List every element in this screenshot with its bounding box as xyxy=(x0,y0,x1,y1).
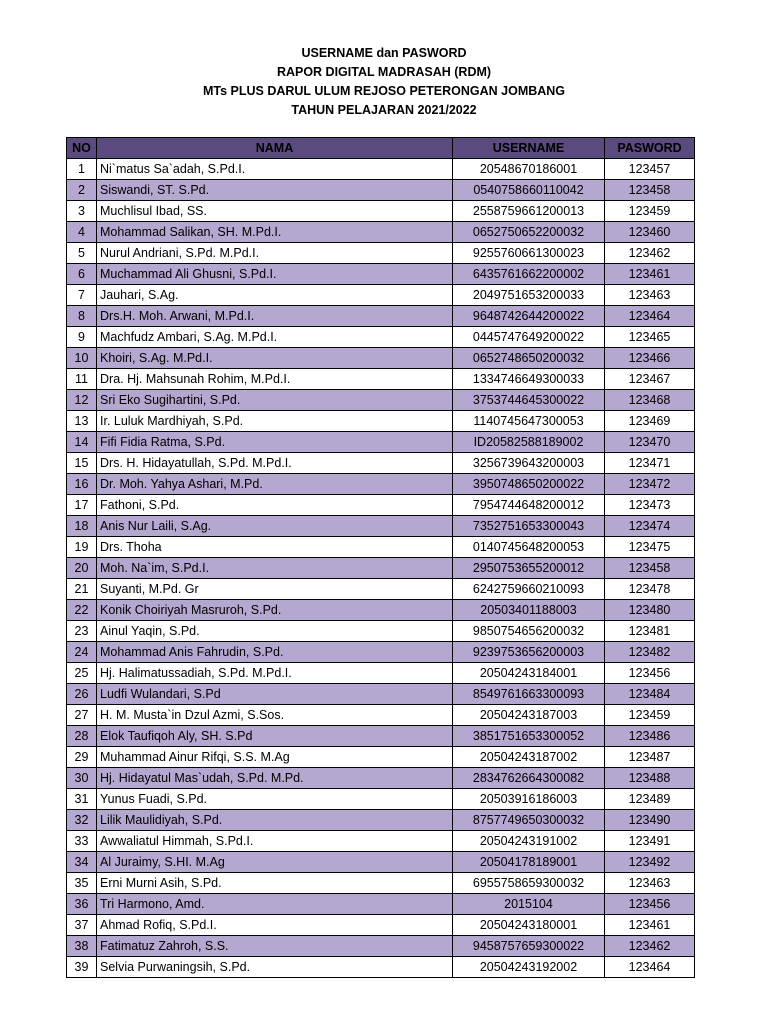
table-row xyxy=(67,663,695,684)
cell-username: 1140745647300053 xyxy=(453,411,605,432)
table-row xyxy=(67,432,695,453)
title-line-3: MTs PLUS DARUL ULUM REJOSO PETERONGAN JOMBANG xyxy=(202,84,566,98)
cell-pasword: 123491 xyxy=(605,831,695,852)
cell-no: 1 xyxy=(67,159,97,180)
cell-pasword: 123466 xyxy=(605,348,695,369)
cell-pasword: 123481 xyxy=(605,621,695,642)
cell-nama: Muchammad Ali Ghusni, S.Pd.I. xyxy=(97,264,453,285)
cell-pasword: 123463 xyxy=(605,285,695,306)
table-row xyxy=(67,243,695,264)
cell-username: 0652748650200032 xyxy=(453,348,605,369)
cell-username: ID20582588189002 xyxy=(453,432,605,453)
table-row xyxy=(67,453,695,474)
cell-username: 0540758660110042 xyxy=(453,180,605,201)
cell-nama: Siswandi, ST. S.Pd. xyxy=(97,180,453,201)
credentials-table xyxy=(66,137,695,978)
table-row xyxy=(67,579,695,600)
cell-nama: Lilik Maulidiyah, S.Pd. xyxy=(97,810,453,831)
table-row xyxy=(67,726,695,747)
cell-pasword: 123467 xyxy=(605,369,695,390)
cell-no: 18 xyxy=(67,516,97,537)
cell-no: 13 xyxy=(67,411,97,432)
cell-pasword: 123464 xyxy=(605,957,695,978)
cell-pasword: 123473 xyxy=(605,495,695,516)
cell-nama: Machfudz Ambari, S.Ag. M.Pd.I. xyxy=(97,327,453,348)
cell-nama: Erni Murni Asih, S.Pd. xyxy=(97,873,453,894)
table-row xyxy=(67,222,695,243)
cell-no: 33 xyxy=(67,831,97,852)
cell-nama: Elok Taufiqoh Aly, SH. S.Pd xyxy=(97,726,453,747)
cell-username: 20504178189001 xyxy=(453,852,605,873)
table-row xyxy=(67,159,695,180)
cell-username: 3256739643200003 xyxy=(453,453,605,474)
cell-nama: Yunus Fuadi, S.Pd. xyxy=(97,789,453,810)
cell-nama: Konik Choiriyah Masruroh, S.Pd. xyxy=(97,600,453,621)
cell-pasword: 123456 xyxy=(605,663,695,684)
table-row xyxy=(67,327,695,348)
cell-pasword: 123478 xyxy=(605,579,695,600)
cell-pasword: 123456 xyxy=(605,894,695,915)
cell-nama: Fatimatuz Zahroh, S.S. xyxy=(97,936,453,957)
table-row xyxy=(67,264,695,285)
cell-username: 20504243191002 xyxy=(453,831,605,852)
cell-nama: Dr. Moh. Yahya Ashari, M.Pd. xyxy=(97,474,453,495)
cell-nama: Drs. H. Hidayatullah, S.Pd. M.Pd.I. xyxy=(97,453,453,474)
cell-pasword: 123462 xyxy=(605,936,695,957)
cell-username: 9648742644200022 xyxy=(453,306,605,327)
cell-pasword: 123457 xyxy=(605,159,695,180)
cell-pasword: 123469 xyxy=(605,411,695,432)
cell-pasword: 123461 xyxy=(605,264,695,285)
cell-nama: Fifi Fidia Ratma, S.Pd. xyxy=(97,432,453,453)
cell-pasword: 123484 xyxy=(605,684,695,705)
table-row xyxy=(67,201,695,222)
table-row xyxy=(67,306,695,327)
column-header-pasword: PASWORD xyxy=(605,138,695,159)
cell-no: 6 xyxy=(67,264,97,285)
cell-no: 19 xyxy=(67,537,97,558)
cell-username: 6435761662200002 xyxy=(453,264,605,285)
cell-pasword: 123461 xyxy=(605,915,695,936)
cell-no: 11 xyxy=(67,369,97,390)
cell-nama: Awwaliatul Himmah, S.Pd.I. xyxy=(97,831,453,852)
cell-no: 34 xyxy=(67,852,97,873)
cell-no: 25 xyxy=(67,663,97,684)
cell-nama: Muchlisul Ibad, SS. xyxy=(97,201,453,222)
cell-no: 8 xyxy=(67,306,97,327)
cell-nama: Moh. Na`im, S.Pd.I. xyxy=(97,558,453,579)
cell-pasword: 123458 xyxy=(605,180,695,201)
cell-username: 0652750652200032 xyxy=(453,222,605,243)
cell-no: 10 xyxy=(67,348,97,369)
cell-pasword: 123489 xyxy=(605,789,695,810)
cell-pasword: 123487 xyxy=(605,747,695,768)
cell-username: 20504243187002 xyxy=(453,747,605,768)
table-body xyxy=(67,159,695,978)
cell-pasword: 123482 xyxy=(605,642,695,663)
cell-username: 7954744648200012 xyxy=(453,495,605,516)
table-row xyxy=(67,369,695,390)
cell-nama: Nurul Andriani, S.Pd. M.Pd.I. xyxy=(97,243,453,264)
cell-no: 35 xyxy=(67,873,97,894)
cell-username: 20504243187003 xyxy=(453,705,605,726)
cell-nama: Drs. Thoha xyxy=(97,537,453,558)
table-row xyxy=(67,768,695,789)
cell-no: 20 xyxy=(67,558,97,579)
cell-no: 4 xyxy=(67,222,97,243)
cell-nama: Al Juraimy, S.HI. M.Ag xyxy=(97,852,453,873)
cell-no: 38 xyxy=(67,936,97,957)
cell-no: 26 xyxy=(67,684,97,705)
cell-nama: Tri Harmono, Amd. xyxy=(97,894,453,915)
cell-nama: Ir. Luluk Mardhiyah, S.Pd. xyxy=(97,411,453,432)
cell-nama: Muhammad Ainur Rifqi, S.S. M.Ag xyxy=(97,747,453,768)
cell-username: 6242759660210093 xyxy=(453,579,605,600)
cell-pasword: 123492 xyxy=(605,852,695,873)
cell-no: 2 xyxy=(67,180,97,201)
table-row xyxy=(67,915,695,936)
cell-no: 5 xyxy=(67,243,97,264)
cell-nama: Ni`matus Sa`adah, S.Pd.I. xyxy=(97,159,453,180)
cell-no: 32 xyxy=(67,810,97,831)
cell-no: 15 xyxy=(67,453,97,474)
column-header-nama: NAMA xyxy=(97,138,453,159)
cell-username: 7352751653300043 xyxy=(453,516,605,537)
cell-username: 20504243180001 xyxy=(453,915,605,936)
cell-username: 20503916186003 xyxy=(453,789,605,810)
column-header-no: NO xyxy=(67,138,97,159)
cell-pasword: 123459 xyxy=(605,201,695,222)
cell-no: 31 xyxy=(67,789,97,810)
cell-username: 9850754656200032 xyxy=(453,621,605,642)
cell-pasword: 123488 xyxy=(605,768,695,789)
cell-nama: Ahmad Rofiq, S.Pd.I. xyxy=(97,915,453,936)
cell-username: 3753744645300022 xyxy=(453,390,605,411)
cell-pasword: 123470 xyxy=(605,432,695,453)
cell-no: 21 xyxy=(67,579,97,600)
cell-username: 20504243192002 xyxy=(453,957,605,978)
cell-nama: Hj. Hidayatul Mas`udah, S.Pd. M.Pd. xyxy=(97,768,453,789)
table-row xyxy=(67,894,695,915)
cell-pasword: 123471 xyxy=(605,453,695,474)
cell-pasword: 123460 xyxy=(605,222,695,243)
cell-username: 2558759661200013 xyxy=(453,201,605,222)
cell-username: 3851751653300052 xyxy=(453,726,605,747)
cell-no: 14 xyxy=(67,432,97,453)
title-line-2: RAPOR DIGITAL MADRASAH (RDM) xyxy=(276,65,492,79)
cell-nama: Dra. Hj. Mahsunah Rohim, M.Pd.I. xyxy=(97,369,453,390)
cell-no: 17 xyxy=(67,495,97,516)
title-line-4: TAHUN PELAJARAN 2021/2022 xyxy=(291,103,477,117)
cell-nama: Jauhari, S.Ag. xyxy=(97,285,453,306)
cell-pasword: 123459 xyxy=(605,705,695,726)
title-line-1: USERNAME dan PASWORD xyxy=(301,46,467,60)
cell-no: 28 xyxy=(67,726,97,747)
cell-pasword: 123463 xyxy=(605,873,695,894)
cell-nama: Sri Eko Sugihartini, S.Pd. xyxy=(97,390,453,411)
cell-nama: Ludfi Wulandari, S.Pd xyxy=(97,684,453,705)
cell-nama: Selvia Purwaningsih, S.Pd. xyxy=(97,957,453,978)
table-row xyxy=(67,474,695,495)
cell-username: 3950748650200022 xyxy=(453,474,605,495)
cell-nama: Ainul Yaqin, S.Pd. xyxy=(97,621,453,642)
cell-pasword: 123490 xyxy=(605,810,695,831)
table-header-row xyxy=(67,138,695,159)
table-row xyxy=(67,180,695,201)
table-row xyxy=(67,831,695,852)
cell-no: 30 xyxy=(67,768,97,789)
cell-nama: Anis Nur Laili, S.Ag. xyxy=(97,516,453,537)
cell-nama: Mohammad Anis Fahrudin, S.Pd. xyxy=(97,642,453,663)
cell-username: 0140745648200053 xyxy=(453,537,605,558)
table-row xyxy=(67,621,695,642)
table-row xyxy=(67,957,695,978)
table-row xyxy=(67,852,695,873)
table-row xyxy=(67,936,695,957)
cell-nama: Mohammad Salikan, SH. M.Pd.I. xyxy=(97,222,453,243)
cell-username: 6955758659300032 xyxy=(453,873,605,894)
cell-no: 16 xyxy=(67,474,97,495)
cell-username: 20503401188003 xyxy=(453,600,605,621)
cell-no: 39 xyxy=(67,957,97,978)
cell-username: 2950753655200012 xyxy=(453,558,605,579)
cell-no: 22 xyxy=(67,600,97,621)
table-row xyxy=(67,411,695,432)
cell-pasword: 123486 xyxy=(605,726,695,747)
cell-no: 29 xyxy=(67,747,97,768)
cell-no: 12 xyxy=(67,390,97,411)
table-row xyxy=(67,684,695,705)
table-row xyxy=(67,810,695,831)
cell-pasword: 123475 xyxy=(605,537,695,558)
cell-username: 0445747649200022 xyxy=(453,327,605,348)
cell-no: 3 xyxy=(67,201,97,222)
table-row xyxy=(67,348,695,369)
table-row xyxy=(67,516,695,537)
cell-pasword: 123468 xyxy=(605,390,695,411)
document-title-block xyxy=(0,44,768,120)
cell-no: 36 xyxy=(67,894,97,915)
cell-pasword: 123474 xyxy=(605,516,695,537)
cell-no: 37 xyxy=(67,915,97,936)
cell-username: 20548670186001 xyxy=(453,159,605,180)
cell-pasword: 123480 xyxy=(605,600,695,621)
cell-username: 20504243184001 xyxy=(453,663,605,684)
table-row xyxy=(67,789,695,810)
cell-username: 1334746649300033 xyxy=(453,369,605,390)
table-header xyxy=(67,138,695,159)
cell-no: 9 xyxy=(67,327,97,348)
table-row xyxy=(67,705,695,726)
cell-nama: Khoiri, S.Ag. M.Pd.I. xyxy=(97,348,453,369)
table-row xyxy=(67,495,695,516)
cell-username: 8549761663300093 xyxy=(453,684,605,705)
table-row xyxy=(67,747,695,768)
cell-no: 7 xyxy=(67,285,97,306)
cell-nama: Drs.H. Moh. Arwani, M.Pd.I. xyxy=(97,306,453,327)
cell-username: 2049751653200033 xyxy=(453,285,605,306)
cell-pasword: 123464 xyxy=(605,306,695,327)
cell-pasword: 123462 xyxy=(605,243,695,264)
cell-nama: Fathoni, S.Pd. xyxy=(97,495,453,516)
cell-pasword: 123458 xyxy=(605,558,695,579)
cell-nama: Suyanti, M.Pd. Gr xyxy=(97,579,453,600)
table-row xyxy=(67,873,695,894)
table-row xyxy=(67,390,695,411)
table-row xyxy=(67,558,695,579)
cell-pasword: 123472 xyxy=(605,474,695,495)
table-row xyxy=(67,642,695,663)
column-header-username: USERNAME xyxy=(453,138,605,159)
cell-username: 2015104 xyxy=(453,894,605,915)
cell-no: 27 xyxy=(67,705,97,726)
cell-username: 9255760661300023 xyxy=(453,243,605,264)
cell-username: 9458757659300022 xyxy=(453,936,605,957)
cell-no: 24 xyxy=(67,642,97,663)
cell-no: 23 xyxy=(67,621,97,642)
cell-username: 8757749650300032 xyxy=(453,810,605,831)
cell-nama: H. M. Musta`in Dzul Azmi, S.Sos. xyxy=(97,705,453,726)
cell-username: 9239753656200003 xyxy=(453,642,605,663)
table-row xyxy=(67,537,695,558)
table-row xyxy=(67,600,695,621)
table-row xyxy=(67,285,695,306)
cell-username: 2834762664300082 xyxy=(453,768,605,789)
cell-nama: Hj. Halimatussadiah, S.Pd. M.Pd.I. xyxy=(97,663,453,684)
cell-pasword: 123465 xyxy=(605,327,695,348)
